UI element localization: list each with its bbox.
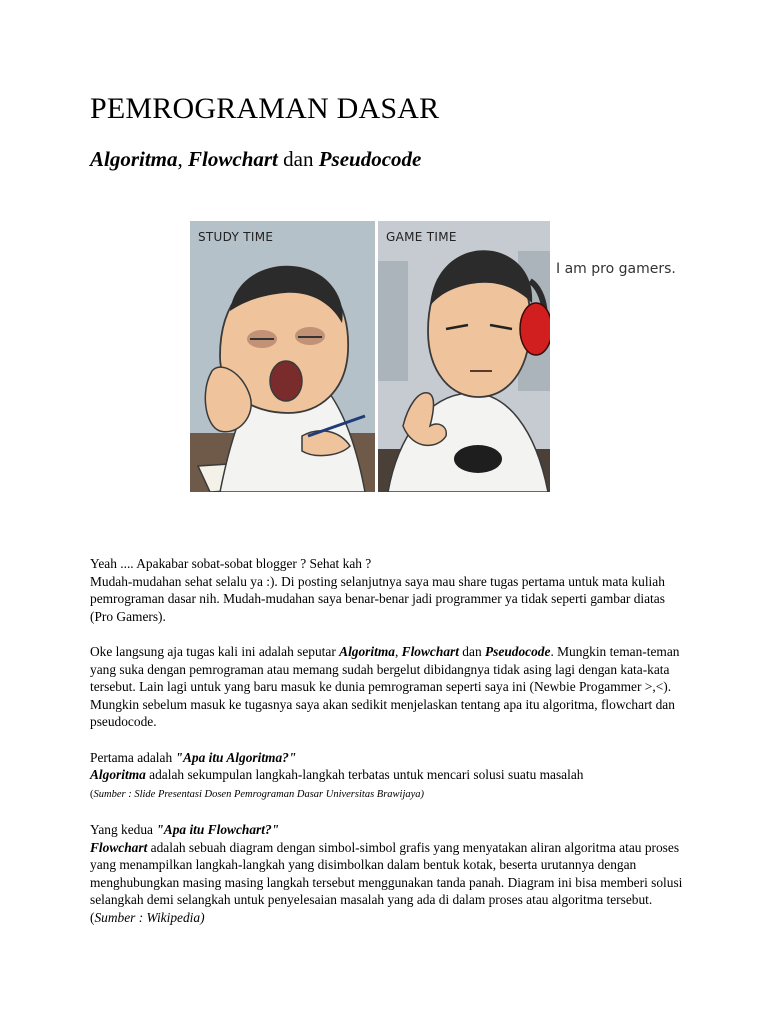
- paragraph-flowchart: [90, 821, 690, 927]
- algoritma-term: Algoritma: [90, 767, 146, 783]
- algoritma-source-paren: (: [90, 788, 94, 800]
- intro-algoritma: Algoritma: [339, 643, 395, 659]
- comic-image: [190, 221, 550, 492]
- flowchart-term: Flowchart: [90, 839, 148, 855]
- comic-panel-study: [190, 221, 375, 492]
- game-time-label: GAME TIME: [386, 230, 457, 244]
- algoritma-lead: Pertama adalah: [90, 749, 176, 765]
- intro-sep-1: ,: [394, 643, 402, 659]
- intro-pseudocode: Pseudocode: [484, 643, 551, 659]
- comic-panel-game: [378, 221, 550, 492]
- intro-text-1: Oke langsung aja tugas kali ini adalah seputar: [90, 643, 340, 659]
- subtitle-sep-1: ,: [177, 147, 189, 171]
- subtitle-algoritma: Algoritma: [90, 147, 178, 171]
- greeting-text: Mudah-mudahan sehat selalu ya :). Di posting selanjutnya saya mau share tugas pertama untuk mata kuliah pemrograman dasar nih. Mudah-mudahan saya benar-benar jadi programmer ya tidak seperti gambar diatas (Pro Gamers).: [90, 573, 665, 624]
- algoritma-question: "Apa itu Algoritma?": [175, 749, 297, 765]
- algoritma-source: Sumber : Slide Presentasi Dosen Pemrograman Dasar Universitas Brawijaya): [93, 788, 425, 800]
- subtitle-pseudocode: Pseudocode: [318, 147, 422, 171]
- algoritma-definition: adalah sekumpulan langkah-langkah terbatas untuk mencari solusi suatu masalah: [145, 767, 584, 783]
- intro-flowchart: Flowchart: [401, 643, 459, 659]
- article-body: [90, 555, 690, 944]
- paragraph-intro: [90, 643, 690, 731]
- study-illustration: [190, 221, 375, 492]
- intro-text-2: . Mungkin teman-teman yang suka dengan pemrograman atau memang sudah bergelut dibidangnya tidak asing lagi dengan kata-kata tersebut. Lain lagi untuk yang baru masuk ke dunia pemrograman seperti saya ini (Newbie Progammer >,<). Mungkin sebelum masuk ke tugasnya saya akan sedikit menjelaskan tentang apa itu algoritma, flowchart dan pseudocode.: [90, 643, 680, 730]
- paragraph-algoritma: [90, 749, 690, 804]
- game-illustration: [378, 221, 550, 492]
- flowchart-source: Sumber : Wikipedia): [94, 909, 205, 925]
- paragraph-greeting: [90, 555, 690, 625]
- subtitle-flowchart: Flowchart: [188, 147, 278, 171]
- page-subtitle: [90, 147, 421, 172]
- flowchart-question: "Apa itu Flowchart?": [156, 821, 280, 837]
- flowchart-definition: adalah sebuah diagram dengan simbol-simbol grafis yang menyatakan aliran algoritma atau proses yang menampilkan langkah-langkah yang disimbolkan dalam bentuk kotak, beserta urutannya dengan menghubungkan masing masing langkah tersebut menggunakan tanda panah. Diagram ini bisa memberi solusi selangkah demi selangkah untuk penyelesaian masalah yang ada di dalam proses atau algoritma tersebut. (: [90, 839, 683, 925]
- flowchart-lead: Yang kedua: [90, 821, 157, 837]
- greeting-line: Yeah .... Apakabar sobat-sobat blogger ? Sehat kah ?: [90, 556, 372, 571]
- page-title: PEMROGRAMAN DASAR: [90, 92, 440, 125]
- subtitle-sep-2: dan: [277, 147, 319, 171]
- study-time-label: STUDY TIME: [198, 230, 274, 244]
- intro-sep-2: dan: [458, 643, 485, 659]
- comic-caption: I am pro gamers.: [556, 261, 676, 277]
